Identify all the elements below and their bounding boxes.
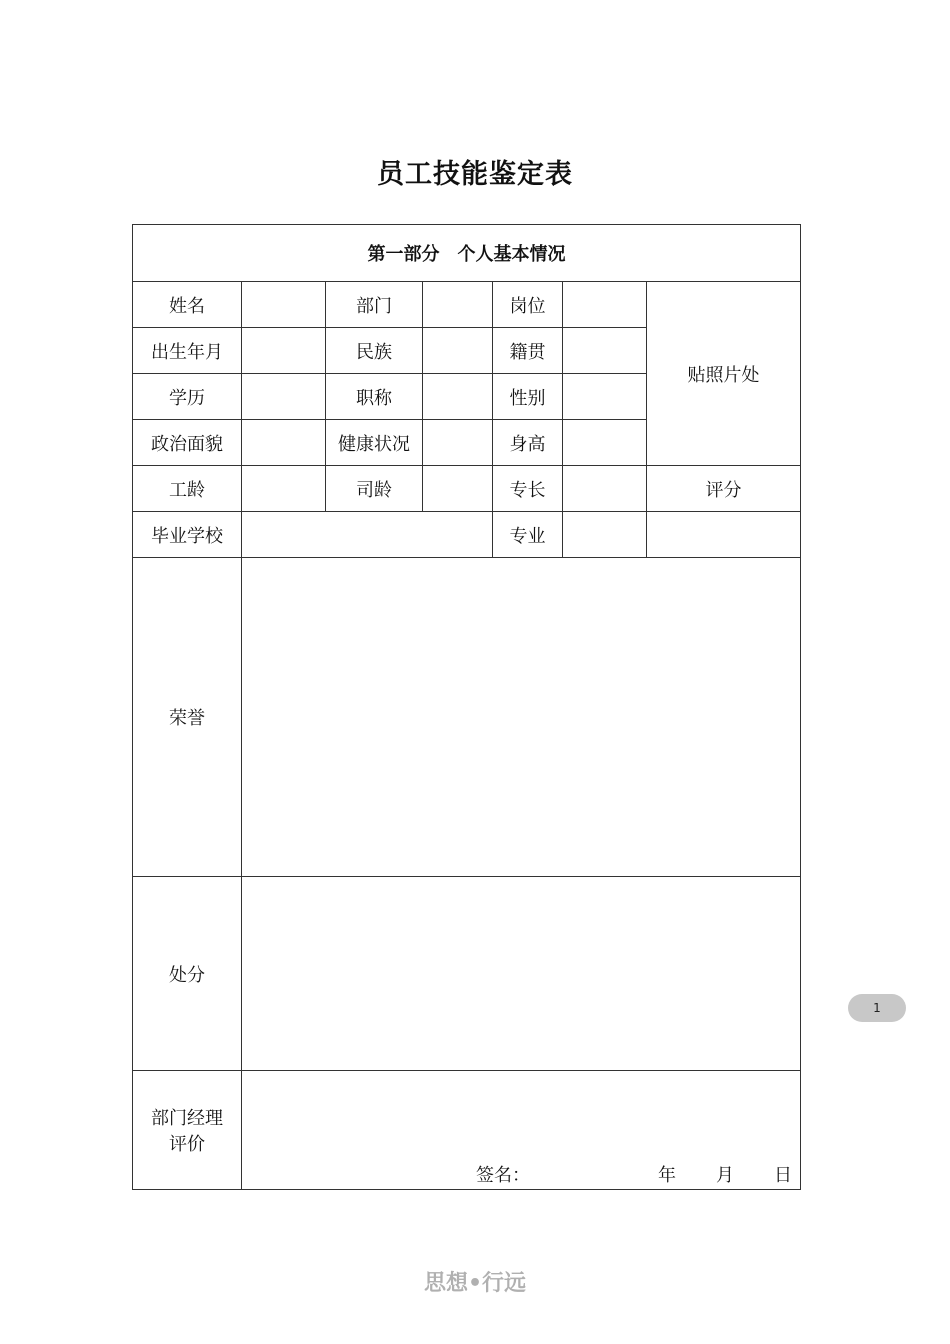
label-score: 评分 (647, 466, 801, 512)
field-gender[interactable] (563, 374, 647, 420)
field-major[interactable] (563, 512, 647, 558)
field-honors[interactable] (242, 558, 801, 877)
label-graduated-school: 毕业学校 (133, 512, 242, 558)
signature-year: 年 (658, 1165, 676, 1186)
label-ethnicity: 民族 (326, 328, 423, 374)
field-ethnicity[interactable] (423, 328, 493, 374)
field-height[interactable] (563, 420, 647, 466)
label-gender: 性别 (493, 374, 563, 420)
field-name[interactable] (242, 282, 326, 328)
label-department: 部门 (326, 282, 423, 328)
field-score[interactable] (647, 512, 801, 558)
label-honors: 荣誉 (133, 558, 242, 877)
page-number-badge: 1 (848, 994, 906, 1022)
field-professional-title[interactable] (423, 374, 493, 420)
field-company-years[interactable] (423, 466, 493, 512)
label-education: 学历 (133, 374, 242, 420)
label-political-status: 政治面貌 (133, 420, 242, 466)
signature-line (242, 1163, 800, 1187)
field-department[interactable] (423, 282, 493, 328)
field-education[interactable] (242, 374, 326, 420)
label-manager-line2: 评价 (169, 1134, 205, 1155)
label-manager-line1: 部门经理 (151, 1108, 223, 1129)
signature-day: 日 (774, 1165, 792, 1186)
signature-month: 月 (716, 1165, 734, 1186)
field-working-years[interactable] (242, 466, 326, 512)
label-company-years: 司龄 (326, 466, 423, 512)
page-title: 员工技能鉴定表 (377, 159, 573, 190)
field-manager-evaluation[interactable] (242, 1071, 801, 1190)
field-position[interactable] (563, 282, 647, 328)
section-heading: 第一部分 个人基本情况 (133, 225, 801, 282)
label-penalty: 处分 (133, 877, 242, 1071)
label-working-years: 工龄 (133, 466, 242, 512)
signature-label: 签名： (476, 1165, 530, 1186)
label-birth-date: 出生年月 (133, 328, 242, 374)
field-specialty[interactable] (563, 466, 647, 512)
field-penalty[interactable] (242, 877, 801, 1071)
label-height: 身高 (493, 420, 563, 466)
label-manager-evaluation (133, 1071, 242, 1190)
label-professional-title: 职称 (326, 374, 423, 420)
field-political-status[interactable] (242, 420, 326, 466)
label-position: 岗位 (493, 282, 563, 328)
label-native-place: 籍贯 (493, 328, 563, 374)
field-native-place[interactable] (563, 328, 647, 374)
photo-placeholder: 贴照片处 (647, 282, 801, 466)
label-name: 姓名 (133, 282, 242, 328)
footer-watermark: 思想•行远 (423, 1271, 527, 1296)
label-health: 健康状况 (326, 420, 423, 466)
label-specialty: 专长 (493, 466, 563, 512)
field-health[interactable] (423, 420, 493, 466)
skill-appraisal-form (132, 224, 801, 1190)
field-graduated-school[interactable] (242, 512, 493, 558)
field-birth-date[interactable] (242, 328, 326, 374)
label-major: 专业 (493, 512, 563, 558)
